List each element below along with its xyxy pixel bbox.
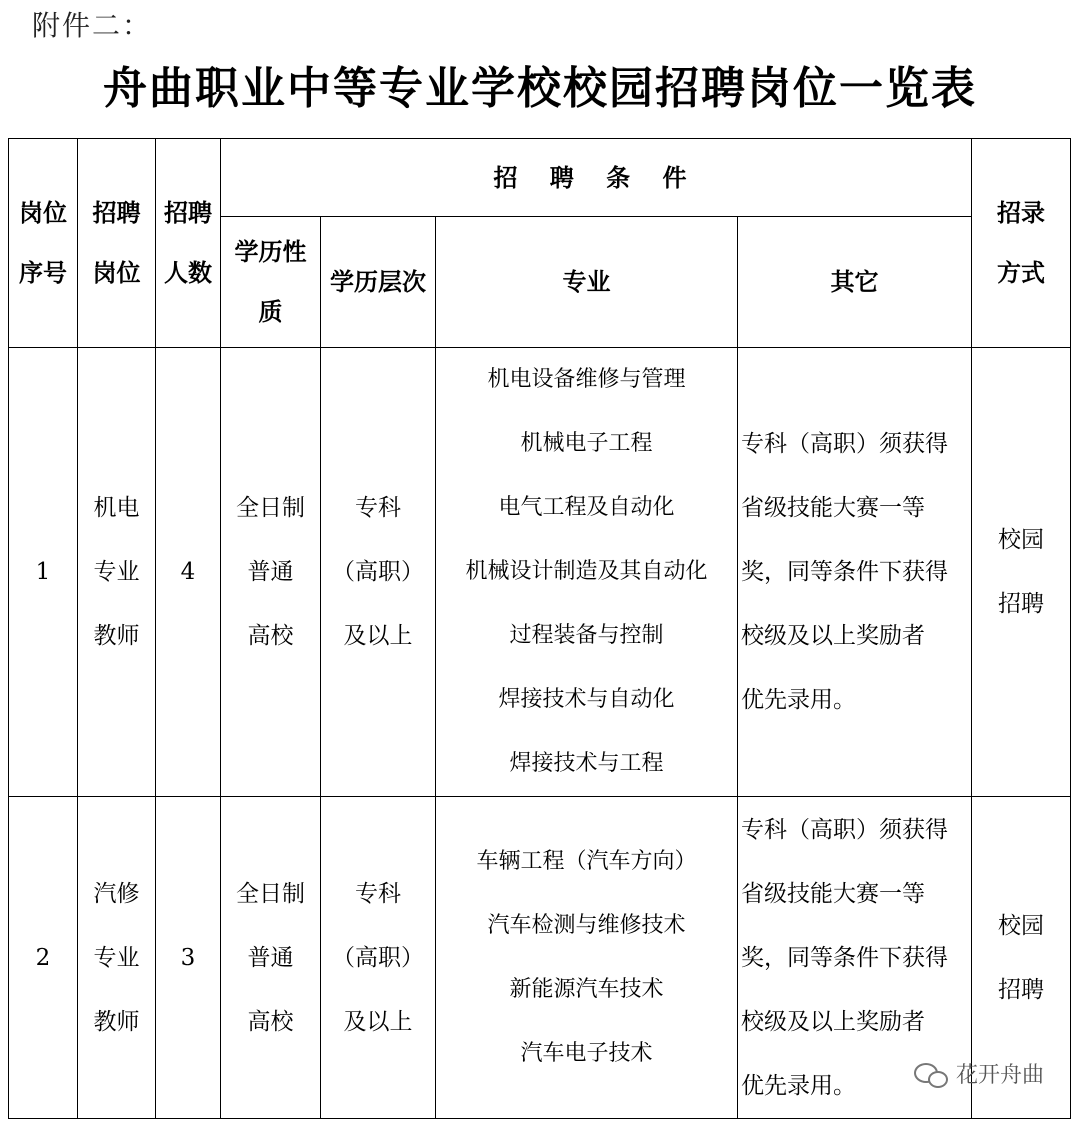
watermark-text: 花开舟曲 [955, 1063, 1044, 1088]
row-edu-nature: 全日制 普通 高校 [221, 348, 321, 797]
header-major: 专业 [436, 217, 738, 348]
header-edu-nature: 学历性 质 [221, 217, 321, 348]
row-edu-level: 专科 （高职） 及以上 [321, 797, 436, 1119]
row-edu-level: 专科 （高职） 及以上 [321, 348, 436, 797]
row-count: 3 [156, 797, 221, 1119]
row-position: 汽修 专业 教师 [78, 797, 156, 1119]
header-conditions: 招 聘 条 件 [221, 139, 972, 217]
header-method: 招录 方式 [972, 139, 1071, 348]
row-position: 机电 专业 教师 [78, 348, 156, 797]
row-majors: 机电设备维修与管理 机械电子工程 电气工程及自动化 机械设计制造及其自动化 过程装备与控制 焊接技术与自动化 焊接技术与工程 [436, 348, 738, 797]
row-method: 校园 招聘 [972, 348, 1071, 797]
row-seq: 1 [9, 348, 78, 797]
row-other: 专科（高职）须获得 省级技能大赛一等 奖，同等条件下获得 校级及以上奖励者 优先录用。 [738, 797, 972, 1119]
row-count: 4 [156, 348, 221, 797]
row-method: 校园 招聘 [972, 797, 1071, 1119]
header-other: 其它 [738, 217, 972, 348]
header-count: 招聘 人数 [156, 139, 221, 348]
header-seq: 岗位 序号 [9, 139, 78, 348]
row-edu-nature: 全日制 普通 高校 [221, 797, 321, 1119]
table-row [9, 348, 1071, 797]
row-seq: 2 [9, 797, 78, 1119]
row-other: 专科（高职）须获得 省级技能大赛一等 奖，同等条件下获得 校级及以上奖励者 优先录用。 [738, 348, 972, 797]
row-majors: 车辆工程（汽车方向） 汽车检测与维修技术 新能源汽车技术 汽车电子技术 [436, 797, 738, 1119]
recruitment-table [8, 138, 1071, 1119]
watermark [914, 1058, 1044, 1089]
header-position: 招聘 岗位 [78, 139, 156, 348]
page-title: 舟曲职业中等专业学校校园招聘岗位一览表 [103, 63, 977, 114]
table-row [9, 797, 1071, 1119]
attachment-label: 附件二： [32, 9, 153, 42]
header-edu-level: 学历层次 [321, 217, 436, 348]
wechat-icon [914, 1061, 948, 1087]
